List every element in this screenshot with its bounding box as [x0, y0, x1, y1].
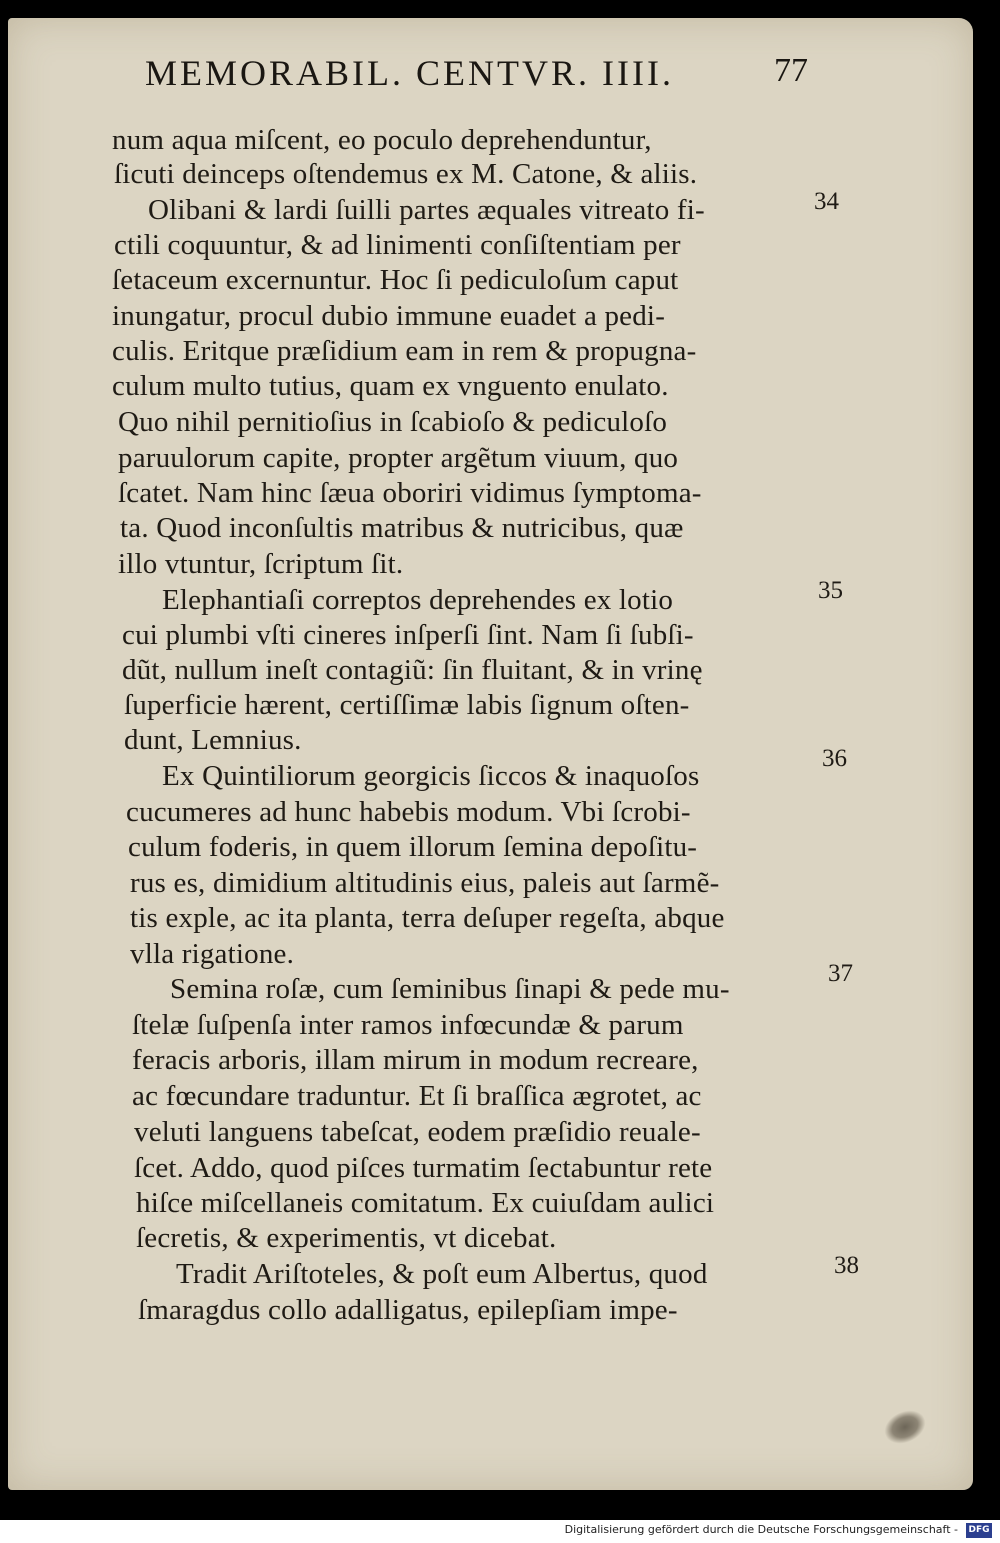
text-line: inungatur, procul dubio immune euadet a pedi- [112, 300, 666, 332]
text-line: cui plumbi vſti cineres inſperſi ſint. Nam ſi ſubſi- [122, 619, 694, 651]
text-line: dunt, Lemnius. [124, 724, 302, 756]
text-line: dũt, nullum ineſt contagiũ: ſin fluitant, & in vrinę [122, 654, 703, 686]
text-line: ſicuti deinceps oſtendemus ex M. Catone, & aliis. [114, 158, 698, 190]
margin-number: 36 [822, 745, 847, 772]
text-line: culis. Eritque præſidium eam in rem & propugna- [112, 335, 697, 367]
text-line: illo vtuntur, ſcriptum ſit. [118, 548, 404, 580]
text-line: ta. Quod inconſultis matribus & nutricibus, quæ [120, 512, 684, 544]
margin-number: 38 [834, 1252, 859, 1279]
text-line: cucumeres ad hunc habebis modum. Vbi ſcrobi- [126, 796, 691, 828]
text-line: ſcet. Addo, quod piſces turmatim ſectabuntur rete [134, 1152, 713, 1184]
text-line: ſtelæ ſuſpenſa inter ramos infœcundæ & parum [132, 1009, 684, 1041]
margin-number: 37 [828, 960, 853, 987]
text-line: Semina roſæ, cum ſeminibus ſinapi & pede mu- [170, 973, 730, 1005]
text-line: Ex Quintiliorum georgicis ſiccos & inaquoſos [162, 760, 700, 792]
text-line: Tradit Ariſtoteles, & poſt eum Albertus, quod [176, 1258, 708, 1290]
funding-credit: Digitalisierung gefördert durch die Deutsche Forschungsgemeinschaft - [564, 1523, 958, 1536]
margin-number: 35 [818, 577, 843, 604]
page-number: 77 [774, 52, 808, 89]
text-line: Quo nihil pernitioſius in ſcabioſo & pediculoſo [118, 406, 668, 438]
text-line: Elephantiaſi correptos deprehendes ex lotio [162, 584, 674, 616]
text-line: num aqua miſcent, eo poculo deprehenduntur, [112, 124, 652, 156]
text-line: feracis arboris, illam mirum in modum recreare, [132, 1044, 699, 1076]
text-line: hiſce miſcellaneis comitatum. Ex cuiuſdam aulici [136, 1187, 715, 1219]
margin-number: 34 [814, 188, 839, 215]
text-line: Olibani & lardi ſuilli partes æquales vitreato fi- [148, 194, 705, 226]
text-line: ſcatet. Nam hinc ſæua oboriri vidimus ſymptoma- [118, 477, 702, 509]
text-line: vlla rigatione. [130, 938, 295, 970]
text-line: ſetaceum excernuntur. Hoc ſi pediculoſum caput [112, 264, 679, 296]
text-line: ctili coquuntur, & ad linimenti conſiſtentiam per [114, 229, 681, 261]
running-title: MEMORABIL. CENTVR. IIII. [145, 53, 674, 93]
text-line: culum foderis, in quem illorum ſemina depoſitu- [128, 831, 698, 863]
page-header [140, 52, 830, 102]
text-line: paruulorum capite, propter argẽtum viuum, quo [118, 442, 679, 474]
text-line: ſmaragdus collo adalligatus, epilepſiam impe- [138, 1294, 678, 1326]
footer-bar [0, 1520, 1000, 1543]
dfg-logo-icon: DFG [966, 1523, 992, 1538]
text-line: ſecretis, & experimentis, vt dicebat. [136, 1222, 557, 1254]
text-line: culum multo tutius, quam ex vnguento enulato. [112, 370, 669, 402]
text-line: ac fœcundare traduntur. Et ſi braſſica ægrotet, ac [132, 1080, 702, 1112]
text-line: veluti languens tabeſcat, eodem præſidio reuale- [134, 1116, 701, 1148]
text-line: ſuperficie hærent, certiſſimæ labis ſignum oſten- [124, 689, 690, 721]
text-line: rus es, dimidium altitudinis eius, paleis aut ſarmẽ- [130, 867, 720, 899]
text-line: tis exple, ac ita planta, terra deſuper regeſta, abque [130, 902, 725, 934]
